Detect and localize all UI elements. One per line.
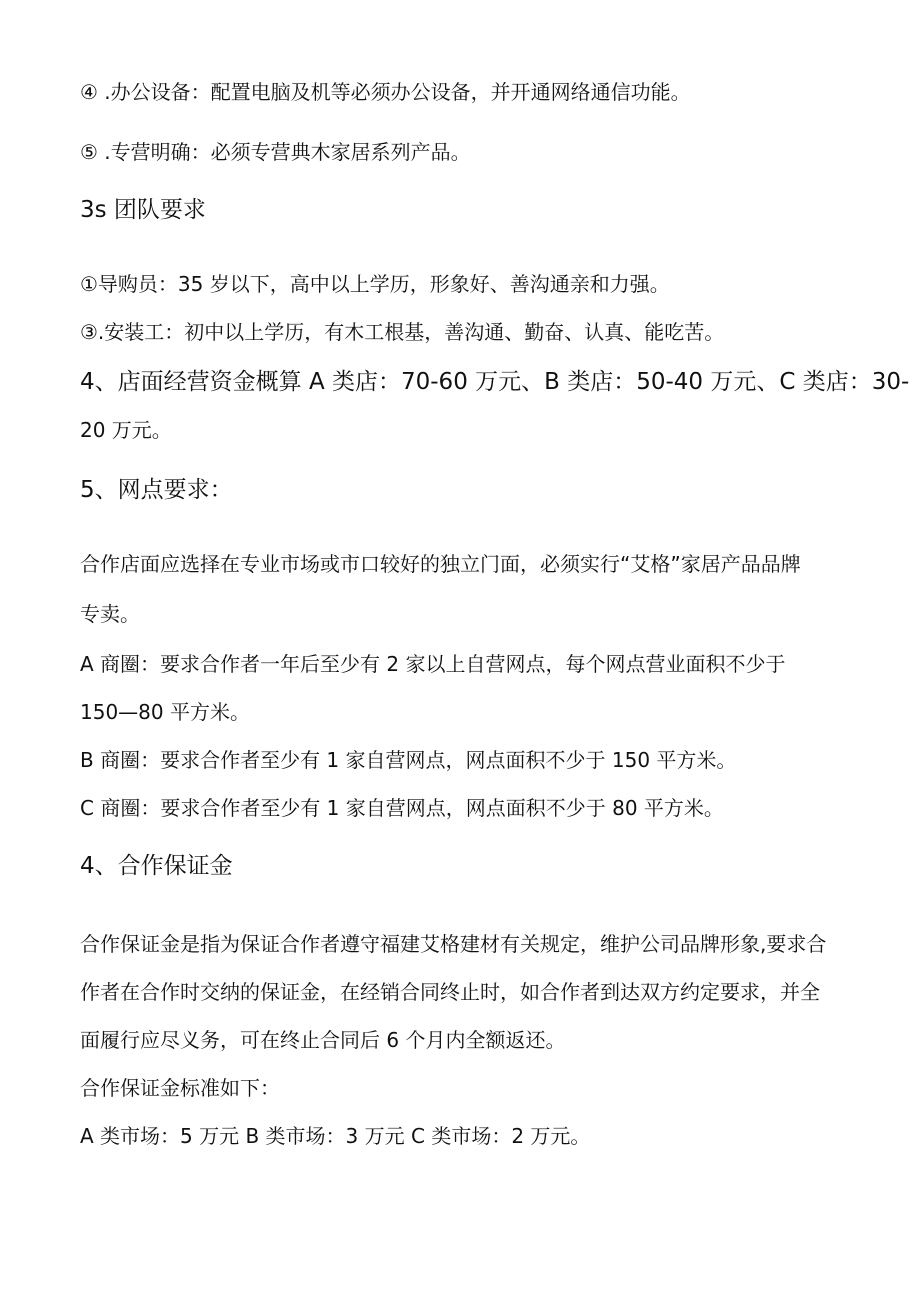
deposit-standard-heading: 合作保证金标准如下：	[80, 1076, 280, 1100]
deposit-standard-values: A 类市场：5 万元 B 类市场：3 万元 C 类市场：2 万元。	[80, 1124, 591, 1148]
outlet-paragraph-line-1: 合作店面应选择在专业市场或市口较好的独立门面，必须实行“艾格”家居产品品牌	[80, 552, 801, 576]
item-shopping-guide: ①导购员：35 岁以下，高中以上学历，形象好、善沟通亲和力强。	[80, 272, 670, 296]
heading-team-requirements: 3s 团队要求	[80, 197, 206, 223]
district-b: B 商圈：要求合作者至少有 1 家自营网点，网点面积不少于 150 平方米。	[80, 748, 737, 772]
store-capital-continuation: 20 万元。	[80, 418, 172, 442]
heading-store-capital: 4、店面经营资金概算 A 类店：70-60 万元、B 类店：50-40 万元、C 类店：30-	[80, 369, 910, 395]
district-a-line-2: 150—80 平方米。	[80, 700, 250, 724]
deposit-paragraph-line-3: 面履行应尽义务，可在终止合同后 6 个月内全额返还。	[80, 1028, 566, 1052]
heading-outlet-requirements: 5、网点要求：	[80, 477, 233, 503]
district-a-line-1: A 商圈：要求合作者一年后至少有 2 家以上自营网点，每个网点营业面积不少于	[80, 652, 786, 676]
outlet-paragraph-line-2: 专卖。	[80, 602, 140, 626]
district-c: C 商圈：要求合作者至少有 1 家自营网点，网点面积不少于 80 平方米。	[80, 796, 724, 820]
deposit-paragraph-line-2: 作者在合作时交纳的保证金，在经销合同终止时，如合作者到达双方约定要求，并全	[80, 980, 820, 1004]
item-office-equipment: ④ .办公设备：配置电脑及机等必须办公设备，并开通网络通信功能。	[80, 80, 691, 104]
item-exclusive-operation: ⑤ .专营明确：必须专营典木家居系列产品。	[80, 140, 471, 164]
heading-cooperation-deposit: 4、合作保证金	[80, 853, 233, 879]
deposit-paragraph-line-1: 合作保证金是指为保证合作者遵守福建艾格建材有关规定，维护公司品牌形象,要求合	[80, 932, 827, 956]
item-installer: ③.安装工：初中以上学历，有木工根基，善沟通、勤奋、认真、能吃苦。	[80, 320, 725, 344]
